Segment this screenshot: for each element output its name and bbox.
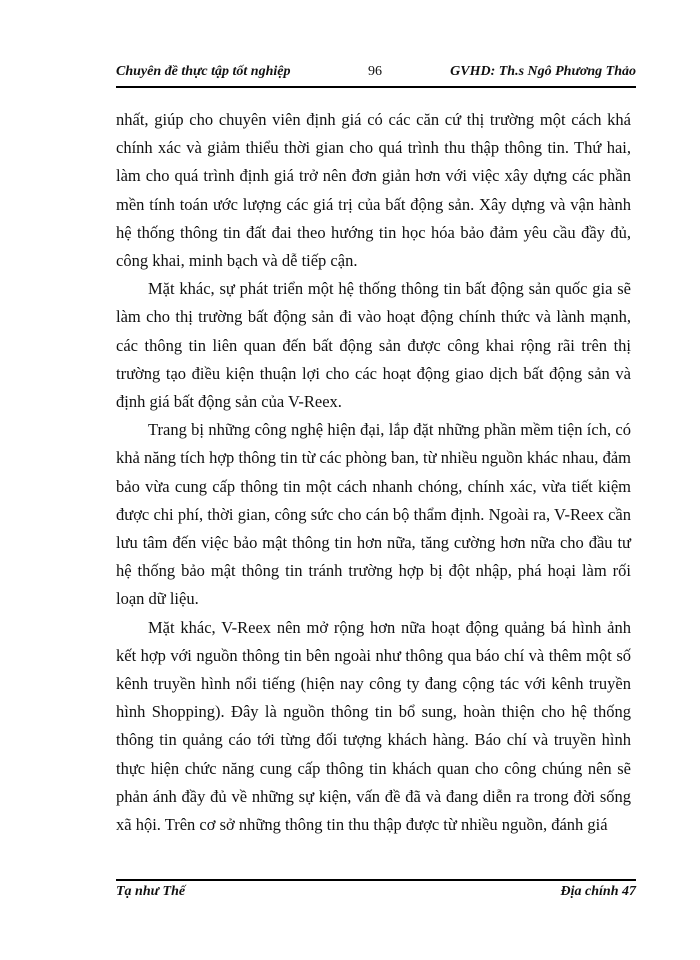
paragraph-2: Mặt khác, sự phát triển một hệ thống thông tin bất động sản quốc gia sẽ làm cho thị trường bất động sản đi vào hoạt động chính thức và lành mạnh, các thông tin liên quan đến bất động sản được công khai rộng rãi trên thị trường tạo điều kiện thuận lợi cho các hoạt động giao dịch bất động sản và định giá bất động sản của V-Reex. [116,279,631,412]
paragraph-3: Trang bị những công nghệ hiện đại, lắp đặt những phần mềm tiện ích, có khả năng tích hợp thông tin từ các phòng ban, từ nhiều nguồn khác nhau, đảm bảo vừa cung cấp thông tin một cách nhanh chóng, chính xác, vừa tiết kiệm được chi phí, thời gian, công sức cho cán bộ thẩm định. Ngoài ra, V-Reex cần lưu tâm đến việc bảo mật thông tin hơn nữa, tăng cường hơn nữa cho đầu tư hệ thống bảo mật thông tin tránh trường hợp bị đột nhập, phá hoại làm rối loạn dữ liệu. [116,420,631,609]
header-document-title: Chuyên đề thực tập tốt nghiệp [116,64,291,79]
page-header [116,64,636,84]
footer-rule [116,879,636,881]
footer-author: Tạ như Thế [116,884,186,899]
page-footer [116,884,636,904]
header-supervisor: GVHD: Th.s Ngô Phương Thảo [450,64,636,79]
footer-class: Địa chính 47 [560,884,636,899]
paragraph-4: Mặt khác, V-Reex nên mở rộng hơn nữa hoạt động quảng bá hình ảnh kết hợp với nguồn thông tin bên ngoài như thông qua báo chí và thêm một số kênh truyền hình nổi tiếng (hiện nay công ty đang cộng tác với kênh truyền hình Shopping). Đây là nguồn thông tin bổ sung, hoàn thiện cho hệ thống thông tin quảng cáo tới từng đối tượng khách hàng. Báo chí và truyền hình thực hiện chức năng cung cấp thông tin khách quan cho công chúng nên sẽ phản ánh đầy đủ về những sự kiện, vấn đề đã và đang diễn ra trong đời sống xã hội. Trên cơ sở những thông tin thu thập được từ nhiều nguồn, đánh giá [116,617,631,835]
paragraph-1: nhất, giúp cho chuyên viên định giá có các căn cứ thị trường một cách khá chính xác và giảm thiểu thời gian cho quá trình thu thập thông tin. Thứ hai, làm cho quá trình định giá trở nên đơn giản hơn với việc xây dựng các phần mền tính toán ước lượng các giá trị của bất động sản. Xây dựng và vận hành hệ thống thông tin đất đai theo hướng tin học hóa bảo đảm yêu cầu đầy đủ, công khai, minh bạch và dễ tiếp cận. [116,110,631,271]
header-rule [116,86,636,88]
header-page-number: 96 [368,64,382,79]
document-body [116,106,631,839]
